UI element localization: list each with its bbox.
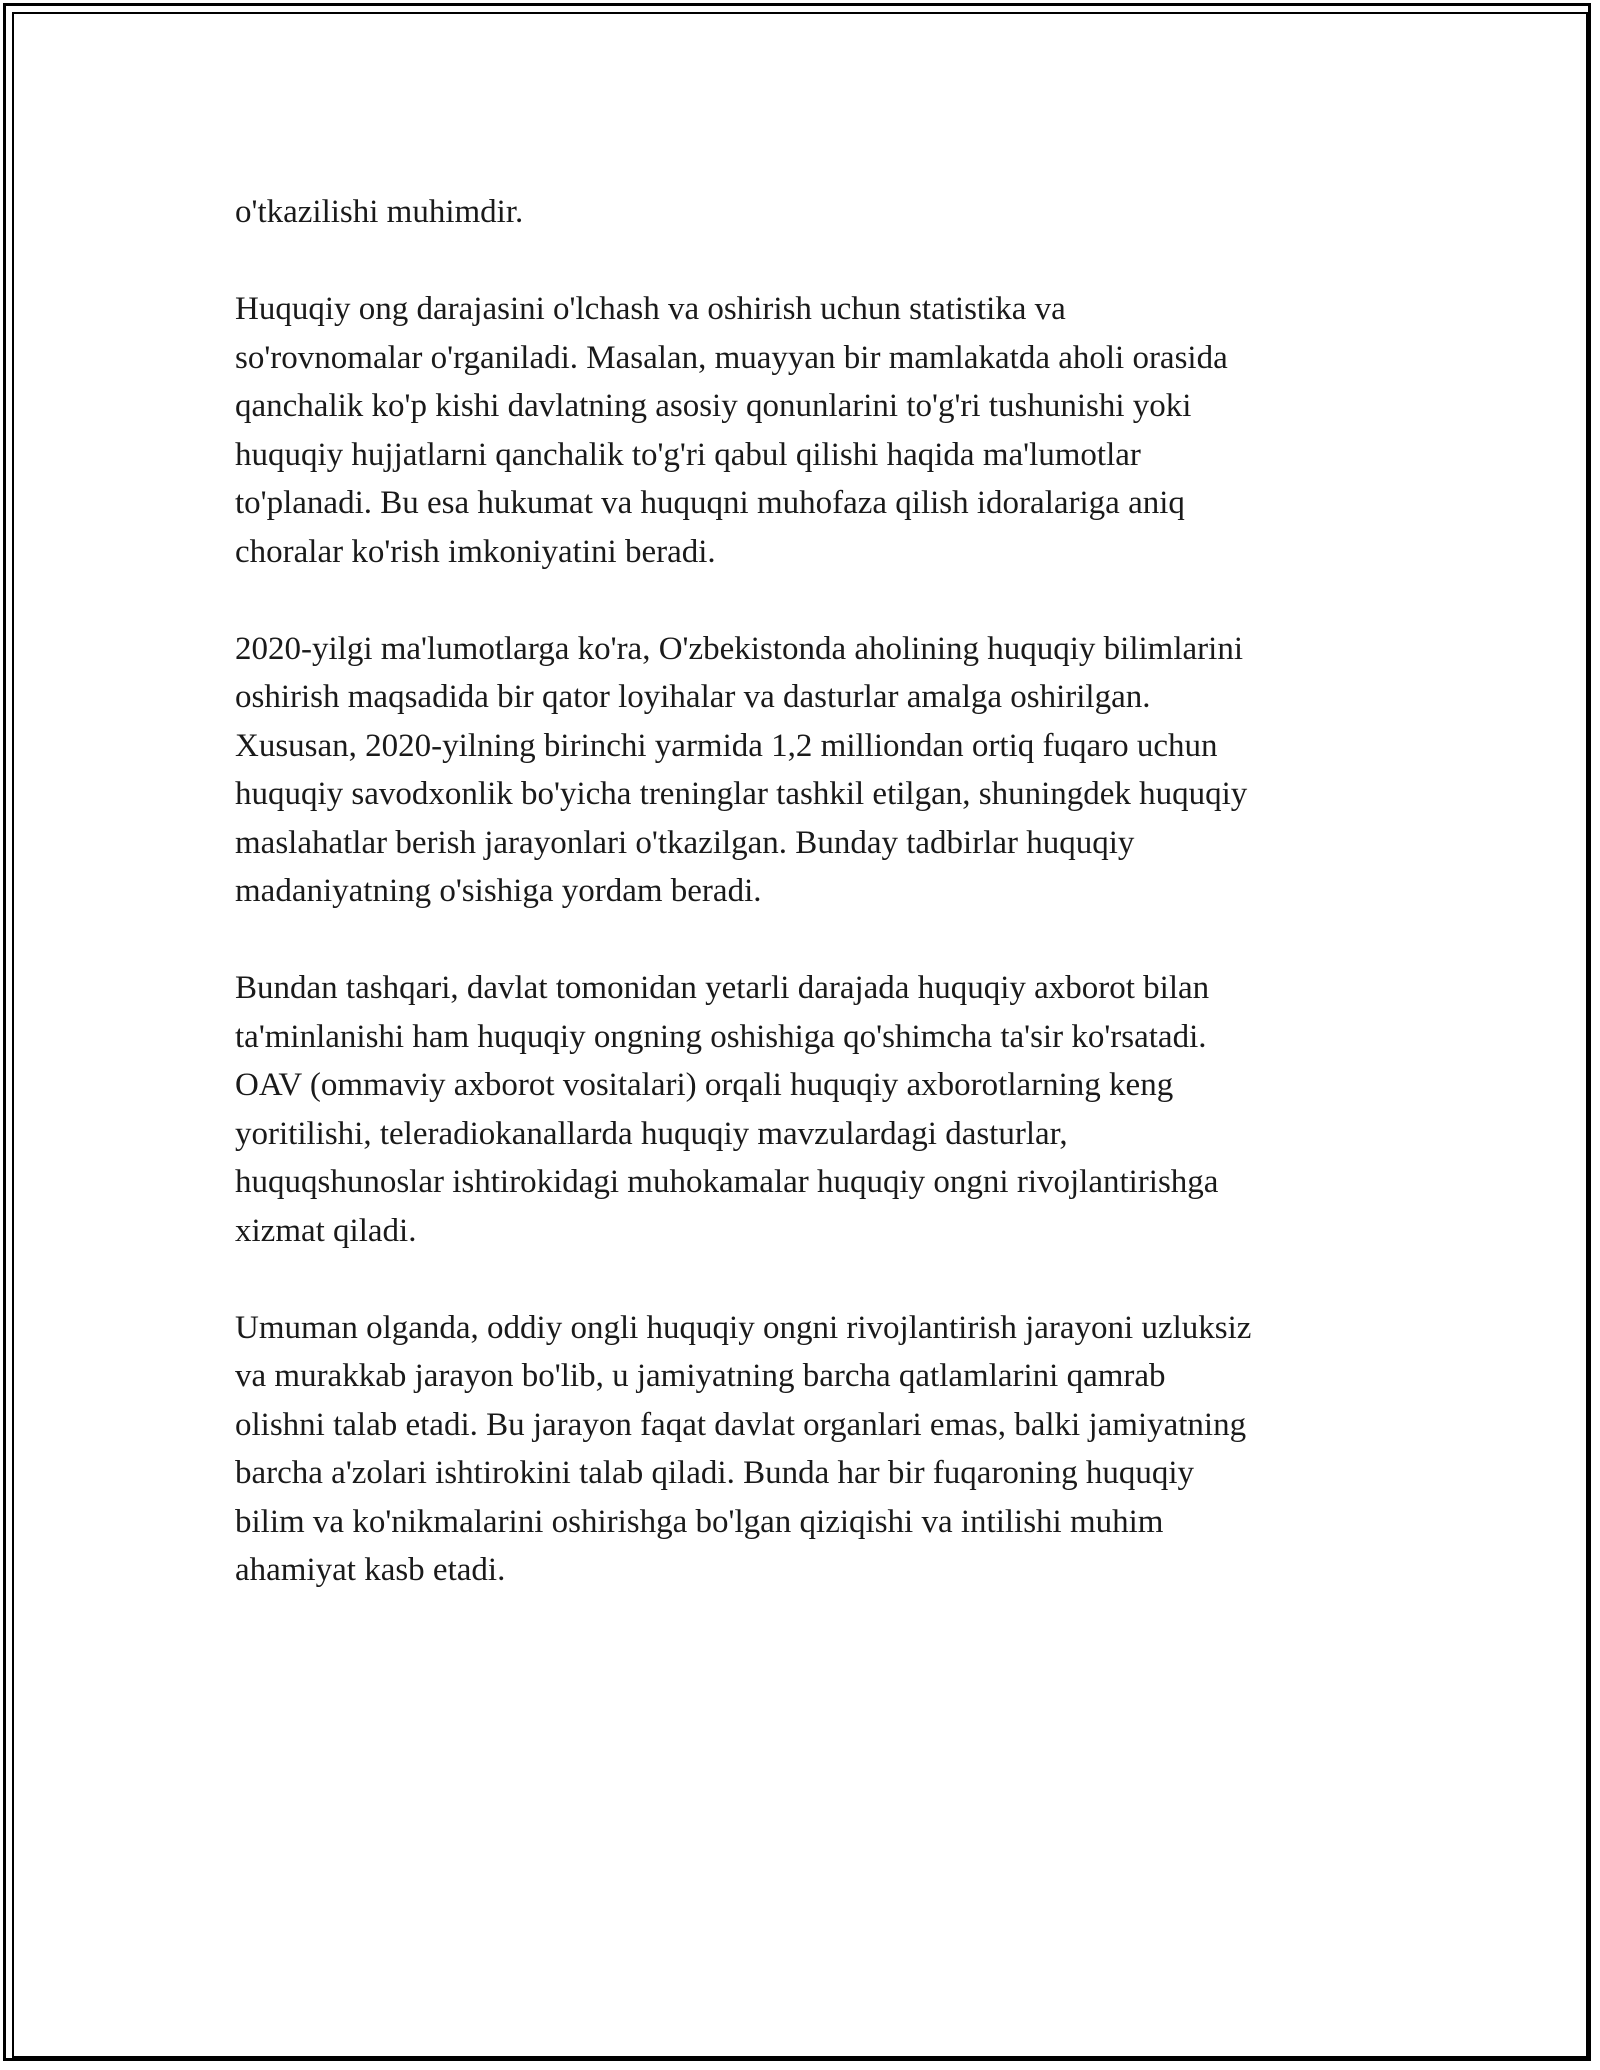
text-line: barcha a'zolari ishtirokini talab qiladi. Bunda har bir fuqaroning huquqiy — [235, 1455, 1195, 1491]
paragraph — [235, 188, 1395, 237]
text-line: olishni talab etadi. Bu jarayon faqat davlat organlari emas, balki jamiyatning — [235, 1406, 1247, 1443]
text-line: ta'minlanishi ham huquqiy ongning oshishiga qo'shimcha ta'sir ko'rsatadi. — [235, 1018, 1207, 1055]
text-line: Bundan tashqari, davlat tomonidan yetarli darajada huquqiy axborot bilan — [235, 970, 1210, 1006]
text-line: oshirish maqsadida bir qator loyihalar va dasturlar amalga oshirilgan. — [235, 679, 1151, 715]
paragraph — [235, 964, 1395, 1255]
paragraph — [235, 285, 1395, 576]
paragraph — [235, 625, 1395, 916]
text-line: OAV (ommaviy axborot vositalari) orqali huquqiy axborotlarning keng — [235, 1067, 1174, 1103]
text-line: yoritilishi, teleradiokanallarda huquqiy mavzulardagi dasturlar, — [235, 1115, 1068, 1152]
paragraph — [235, 1304, 1395, 1595]
text-line: qanchalik ko'p kishi davlatning asosiy qonunlarini to'g'ri tushunishi yoki — [235, 388, 1192, 424]
text-line: to'planadi. Bu esa hukumat va huquqni muhofaza qilish idoralariga aniq — [235, 485, 1185, 521]
text-line: choralar ko'rish imkoniyatini beradi. — [235, 533, 716, 570]
text-line: so'rovnomalar o'rganiladi. Masalan, muayyan bir mamlakatda aholi orasida — [235, 339, 1228, 376]
text-line: huquqiy savodxonlik bo'yicha treninglar tashkil etilgan, shuningdek huquqiy — [235, 776, 1248, 812]
text-line: Huquqiy ong darajasini o'lchash va oshirish uchun statistika va — [235, 291, 1066, 327]
text-line: huquqiy hujjatlarni qanchalik to'g'ri qabul qilishi haqida ma'lumotlar — [235, 436, 1141, 473]
document-body — [235, 188, 1395, 1643]
text-line: Umuman olganda, oddiy ongli huquqiy ongni rivojlantirish jarayoni uzluksiz — [235, 1309, 1252, 1346]
text-line: huquqshunoslar ishtirokidagi muhokamalar huquqiy ongni rivojlantirishga — [235, 1164, 1219, 1200]
text-line: ahamiyat kasb etadi. — [235, 1552, 506, 1588]
text-line: bilim va ko'nikmalarini oshirishga bo'lgan qiziqishi va intilishi muhim — [235, 1503, 1164, 1540]
text-line: xizmat qiladi. — [235, 1212, 417, 1249]
text-line: madaniyatning o'sishiga yordam beradi. — [235, 873, 762, 909]
text-line: va murakkab jarayon bo'lib, u jamiyatning barcha qatlamlarini qamrab — [235, 1358, 1166, 1394]
text-line: Xususan, 2020-yilning birinchi yarmida 1,2 milliondan ortiq fuqaro uchun — [235, 727, 1218, 764]
text-line: o'tkazilishi muhimdir. — [235, 194, 524, 230]
text-line: maslahatlar berish jarayonlari o'tkazilgan. Bunday tadbirlar huquqiy — [235, 824, 1135, 861]
text-line: 2020-yilgi ma'lumotlarga ko'ra, O'zbekistonda aholining huquqiy bilimlarini — [235, 630, 1243, 667]
